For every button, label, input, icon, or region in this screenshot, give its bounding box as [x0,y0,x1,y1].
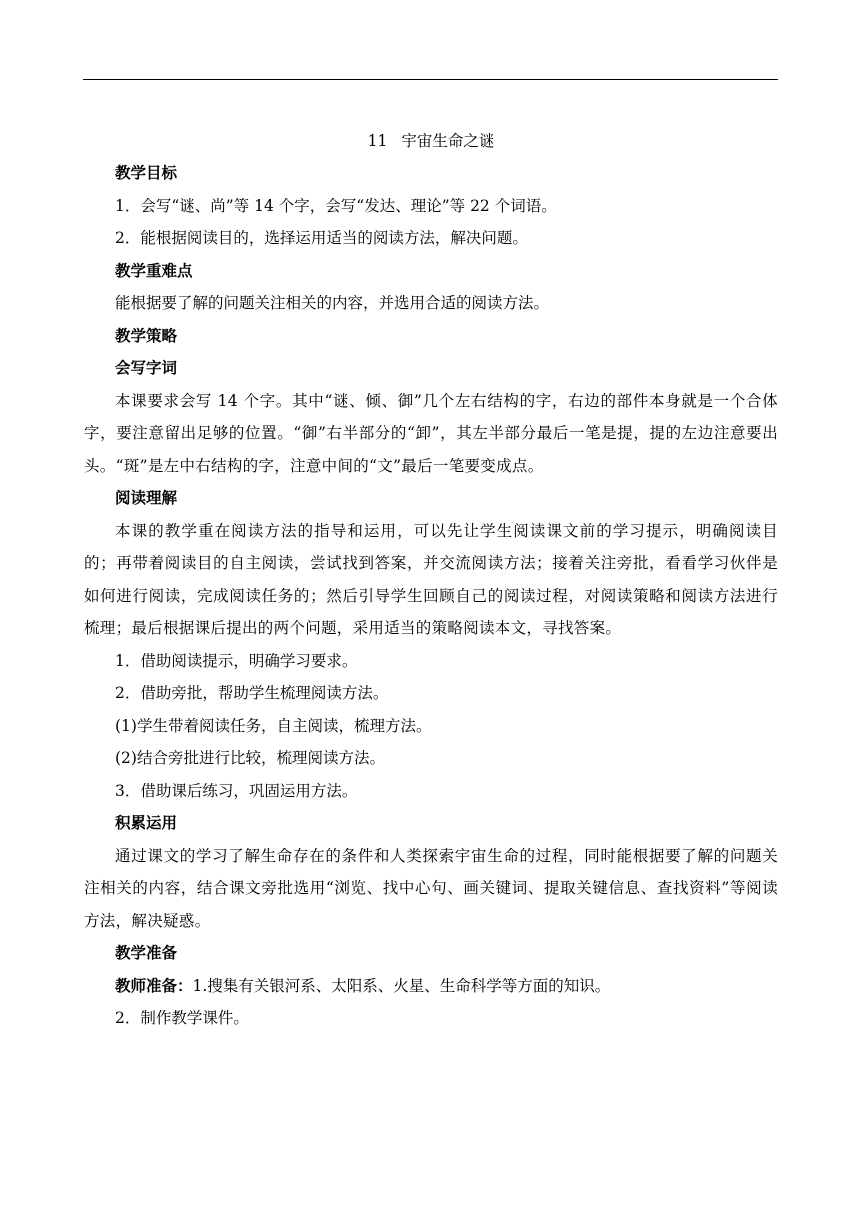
heading-difficulty: 教学重难点 [115,261,193,280]
reading-step-3: 3．借助课后练习，巩固运用方法。 [115,781,358,800]
reading-step-1: 1．借助阅读提示，明确学习要求。 [115,651,358,670]
reading-paragraph: 本课的教学重在阅读方法的指导和运用，可以先让学生阅读课文前的学习提示，明确阅读目的；再带着阅读目的自主阅读，尝试找到答案，并交流阅读方法；接着关注旁批，看看学习伙伴是如何进行阅读，完成阅读任务的；然后引导学生回顾自己的阅读过程，对阅读策略和阅读方法进行梳理；最后根据课后提出的两个问题，采用适当的策略阅读本文，寻找答案。 [84,521,778,637]
heading-strategy: 教学策略 [115,326,178,345]
goal-item-1: 1．会写“谜、尚”等 14 个字，会写“发达、理论”等 22 个词语。 [115,196,557,215]
reading-step-2b: (2)结合旁批进行比较，梳理阅读方法。 [115,749,385,767]
document-body [84,125,778,1035]
difficulty-text: 能根据要了解的问题关注相关的内容，并选用合适的阅读方法。 [115,294,550,312]
goal-item-2: 2．能根据阅读目的，选择运用适当的阅读方法，解决问题。 [115,229,528,247]
heading-reading: 阅读理解 [115,489,178,507]
heading-writing: 会写字词 [115,359,178,377]
prep-item-1-text: 1.搜集有关银河系、太阳系、火星、生命科学等方面的知识。 [192,976,611,995]
reading-step-2: 2．借助旁批，帮助学生梳理阅读方法。 [115,684,389,702]
heading-accumulation: 积累运用 [115,814,178,832]
accumulation-paragraph: 通过课文的学习了解生命存在的条件和人类探索宇宙生命的过程，同时能根据要了解的问题关注相关的内容，结合课文旁批选用“浏览、找中心句、画关键词、提取关键信息、查找资料”等阅读方法，解决疑惑。 [84,846,778,930]
header-rule [83,79,778,80]
heading-preparation: 教学准备 [115,944,178,962]
lesson-number: 11 [367,132,388,150]
writing-paragraph: 本课要求会写 14 个字。其中“谜、倾、御”几个左右结构的字，右边的部件本身就是一个合体字，要注意留出足够的位置。“御”右半部分的“卸”，其左半部分最后一笔是提，提的左边注意要出头。“斑”是左中右结构的字，注意中间的“文”最后一笔要变成点。 [84,391,778,475]
lesson-title-text: 宇宙生命之谜 [401,132,495,150]
reading-step-2a: (1)学生带着阅读任务，自主阅读，梳理方法。 [115,716,432,735]
prep-item-1 [84,970,778,1003]
prep-label: 教师准备： [115,976,193,995]
heading-goals: 教学目标 [115,164,178,182]
prep-item-2: 2．制作教学课件。 [115,1009,249,1027]
lesson-title [84,125,778,157]
